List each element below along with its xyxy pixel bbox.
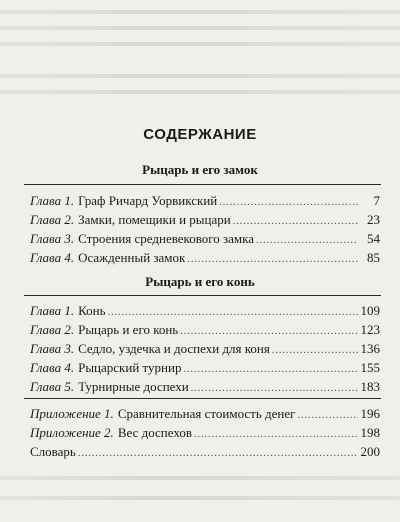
chapter-label: Глава 4. bbox=[30, 360, 75, 375]
page-number: 196 bbox=[360, 406, 380, 421]
bleed-through-text bbox=[0, 496, 400, 500]
toc-entry[interactable] bbox=[30, 425, 380, 443]
page-number: 136 bbox=[360, 341, 380, 356]
chapter-title: Замки, помещики и рыцари bbox=[78, 212, 231, 227]
dot-leader bbox=[219, 195, 358, 211]
toc-entry[interactable] bbox=[30, 360, 380, 378]
chapter-title: Рыцарский турнир bbox=[78, 360, 182, 375]
chapter-title: Седло, уздечка и доспехи для коня bbox=[78, 341, 270, 356]
page-number: 23 bbox=[367, 212, 380, 227]
dot-leader bbox=[108, 305, 358, 321]
contents-heading: СОДЕРЖАНИЕ bbox=[143, 126, 257, 143]
chapter-label: Глава 1. bbox=[30, 193, 75, 208]
chapter-label: Глава 5. bbox=[30, 379, 75, 394]
chapter-label: Глава 2. bbox=[30, 212, 75, 227]
section-title: Рыцарь и его конь bbox=[145, 274, 255, 289]
bleed-through-text bbox=[0, 26, 400, 30]
appendix-label: Приложение 1. bbox=[30, 406, 114, 421]
dot-leader bbox=[272, 343, 358, 359]
appendix-title: Вес доспехов bbox=[117, 425, 193, 440]
chapter-title: Конь bbox=[78, 303, 106, 318]
dot-leader bbox=[78, 446, 358, 462]
chapter-label: Глава 2. bbox=[30, 322, 75, 337]
toc-entry[interactable] bbox=[30, 379, 380, 397]
dot-leader bbox=[183, 362, 358, 378]
toc-entry[interactable] bbox=[30, 193, 380, 211]
bleed-through-text bbox=[0, 10, 400, 14]
section-divider bbox=[24, 295, 381, 296]
page-number: 200 bbox=[360, 444, 380, 459]
page-number: 85 bbox=[367, 250, 380, 265]
toc-entry[interactable] bbox=[30, 231, 380, 249]
toc-entry[interactable] bbox=[30, 341, 380, 359]
toc-entry[interactable] bbox=[30, 212, 380, 230]
chapter-title: Строения средневекового замка bbox=[78, 231, 255, 246]
appendix-label: Приложение 2. bbox=[30, 425, 114, 440]
chapter-title: Осажденный замок bbox=[78, 250, 186, 265]
page-number: 123 bbox=[360, 322, 380, 337]
chapter-title: Рыцарь и его конь bbox=[78, 322, 179, 337]
section-divider bbox=[24, 398, 381, 399]
page-number: 109 bbox=[360, 303, 380, 318]
toc-entry[interactable] bbox=[30, 406, 380, 424]
bleed-through-text bbox=[0, 476, 400, 480]
bleed-through-text bbox=[0, 74, 400, 78]
page-number: 183 bbox=[360, 379, 380, 394]
chapter-label: Глава 1. bbox=[30, 303, 75, 318]
dot-leader bbox=[233, 214, 358, 230]
page-number: 198 bbox=[360, 425, 380, 440]
page-number: 155 bbox=[360, 360, 380, 375]
chapter-label: Глава 4. bbox=[30, 250, 75, 265]
bleed-through-text bbox=[0, 42, 400, 46]
toc-entry[interactable] bbox=[30, 322, 380, 340]
chapter-title: Турнирные доспехи bbox=[78, 379, 189, 394]
section-title: Рыцарь и его замок bbox=[142, 162, 258, 177]
glossary-title: Словарь bbox=[30, 444, 76, 459]
dot-leader bbox=[256, 233, 358, 249]
dot-leader bbox=[191, 381, 358, 397]
chapter-label: Глава 3. bbox=[30, 231, 75, 246]
dot-leader bbox=[187, 252, 358, 268]
page-number: 7 bbox=[373, 193, 380, 208]
dot-leader bbox=[180, 324, 358, 340]
bleed-through-text bbox=[0, 90, 400, 94]
page-number: 54 bbox=[367, 231, 380, 246]
chapter-label: Глава 3. bbox=[30, 341, 75, 356]
appendix-title: Сравнительная стоимость денег bbox=[117, 406, 296, 421]
toc-entry[interactable] bbox=[30, 444, 380, 462]
dot-leader bbox=[298, 408, 359, 424]
dot-leader bbox=[194, 427, 358, 443]
chapter-title: Граф Ричард Уорвикский bbox=[78, 193, 218, 208]
toc-entry[interactable] bbox=[30, 303, 380, 321]
section-divider bbox=[24, 184, 381, 185]
toc-entry[interactable] bbox=[30, 250, 380, 268]
